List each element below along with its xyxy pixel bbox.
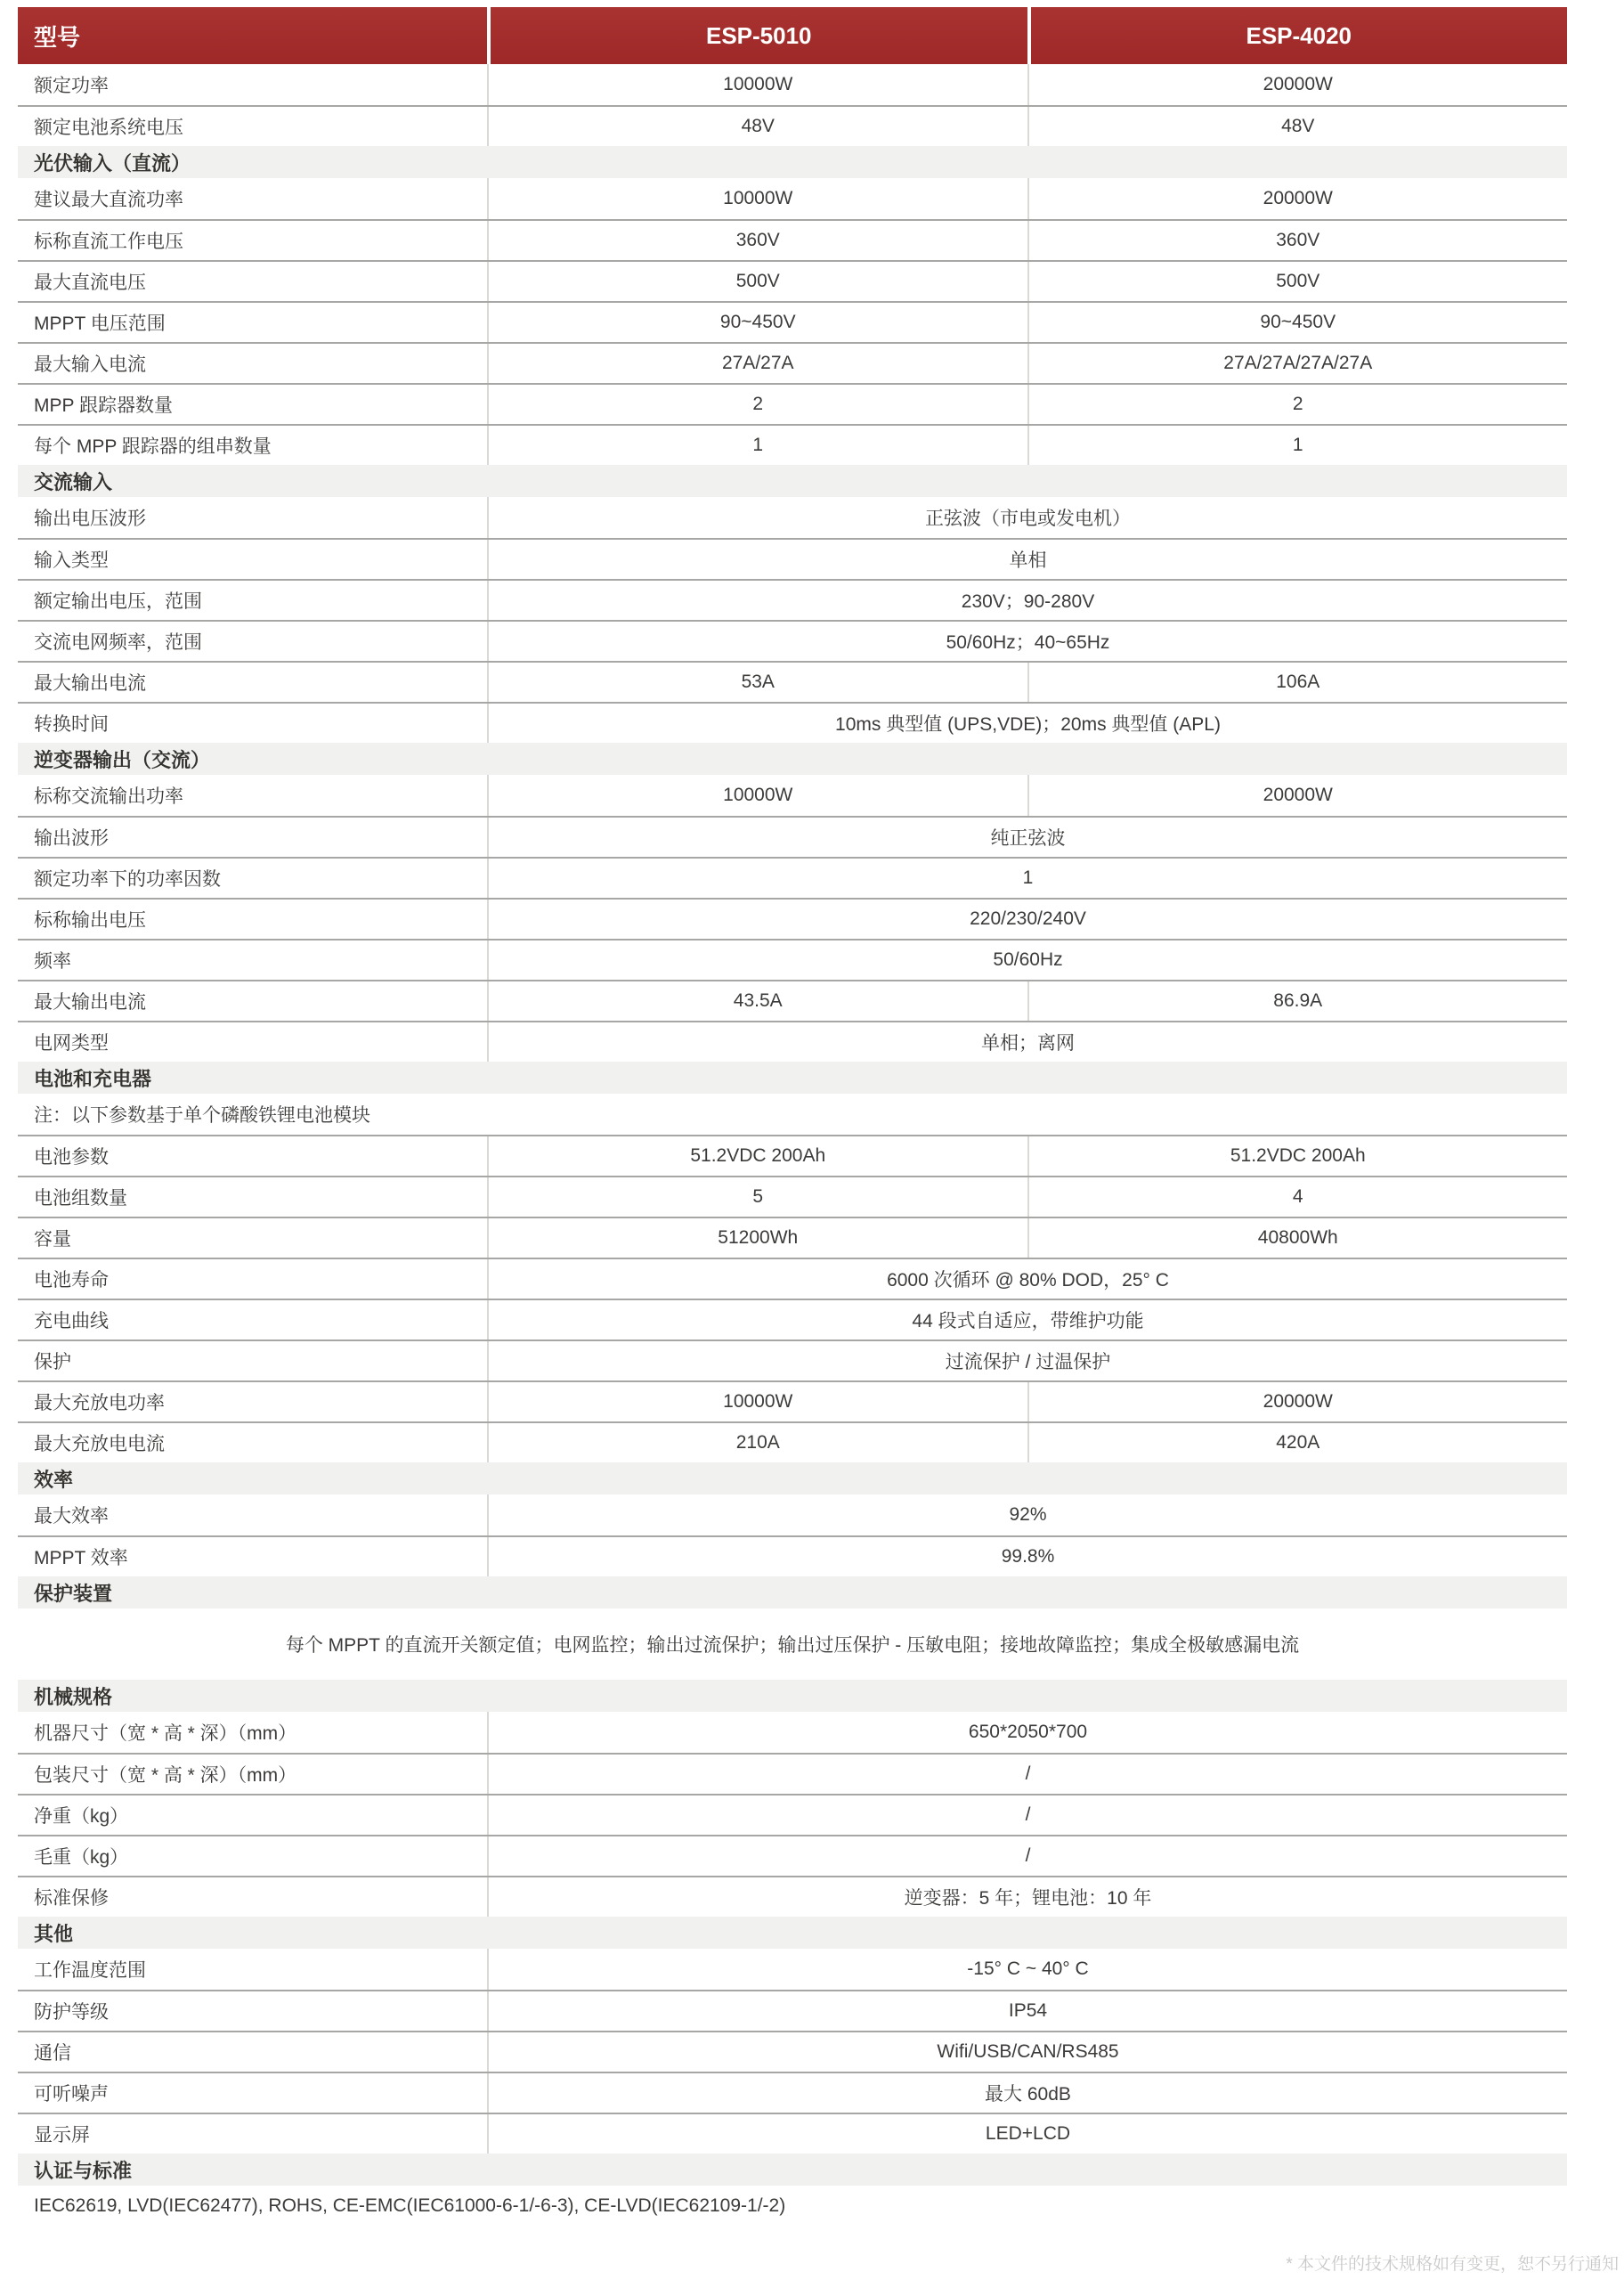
row-label: 额定功率下的功率因数 (18, 859, 489, 898)
table-row (18, 620, 1567, 661)
value-product2: 27A/27A/27A/27A (1223, 353, 1373, 373)
value-span: LED+LCD (985, 2123, 1071, 2144)
value-span: 230V；90-280V (961, 591, 1095, 612)
row-label: 频率 (18, 940, 489, 980)
table-body (18, 64, 1567, 2227)
row-label: 输出波形 (18, 818, 489, 857)
section-rows (18, 497, 1567, 743)
table-row (18, 1753, 1567, 1794)
row-label: 额定功率 (18, 64, 489, 105)
section-title: 认证与标准 (34, 2159, 133, 2182)
row-label: 额定电池系统电压 (18, 107, 489, 146)
value-span: / (1025, 1763, 1031, 1784)
section-rows (18, 178, 1567, 465)
row-label: 最大充放电电流 (18, 1423, 489, 1462)
value-span: 正弦波（市电或发电机） (925, 509, 1131, 529)
row-label: 标称交流输出功率 (18, 775, 489, 816)
value-product1: 210A (489, 1423, 1029, 1462)
value-product2: 20000W (1263, 1391, 1333, 1412)
section-title: 交流输入 (34, 470, 113, 493)
spec-section (18, 1462, 1567, 1576)
row-label: 标准保修 (18, 1877, 489, 1917)
spec-section (18, 743, 1567, 1062)
section-header-bar (18, 465, 1567, 497)
section-title: 效率 (34, 1468, 74, 1491)
header-cell-model (18, 7, 487, 64)
row-label: MPPT 效率 (18, 1537, 489, 1576)
table-row (18, 1258, 1567, 1299)
value-product1: 48V (489, 107, 1029, 146)
table-row (18, 424, 1567, 465)
table-row (18, 1094, 1567, 1135)
value-product2: 20000W (1263, 74, 1333, 94)
spec-table (18, 7, 1567, 2227)
row-label: 最大输出电流 (18, 981, 489, 1021)
value-span: 50/60Hz；40~65Hz (946, 632, 1110, 653)
value-product2: 40800Wh (1257, 1227, 1338, 1248)
value-product1: 51200Wh (489, 1218, 1029, 1258)
table-row (18, 64, 1567, 105)
row-label: 电池寿命 (18, 1259, 489, 1299)
value-product1: 10000W (489, 64, 1029, 105)
value-span: 逆变器：5 年；锂电池：10 年 (904, 1888, 1152, 1909)
spec-section (18, 2154, 1567, 2227)
value-span: 220/230/240V (970, 908, 1086, 929)
value-span: 单相；离网 (981, 1033, 1075, 1054)
section-header-bar (18, 743, 1567, 775)
section-rows (18, 1608, 1567, 1680)
row-label: 电池参数 (18, 1136, 489, 1176)
table-row (18, 661, 1567, 702)
disclaimer-note: * 本文件的技术规格如有变更，恕不另行通知 (1286, 2255, 1619, 2274)
value-product1: 43.5A (489, 981, 1029, 1021)
value-span: 单相 (1009, 550, 1047, 571)
table-row (18, 219, 1567, 260)
section-header-bar (18, 1462, 1567, 1494)
spec-section (18, 146, 1567, 465)
spec-section (18, 1680, 1567, 1917)
value-product2: 420A (1276, 1432, 1320, 1453)
value-span: 6000 次循环 @ 80% DOD，25° C (887, 1270, 1169, 1291)
table-row (18, 2072, 1567, 2113)
row-label: 机器尺寸（宽 * 高 * 深）（mm） (18, 1712, 489, 1753)
table-row (18, 383, 1567, 424)
value-span: 最大 60dB (985, 2084, 1071, 2105)
value-span: / (1025, 1804, 1031, 1825)
value-span: 过流保护 / 过温保护 (945, 1352, 1111, 1372)
section-title: 保护装置 (34, 1582, 113, 1605)
table-row (18, 1421, 1567, 1462)
table-row (18, 1876, 1567, 1917)
value-product2: 51.2VDC 200Ah (1230, 1145, 1366, 1166)
table-row (18, 1176, 1567, 1217)
section-title: 机械规格 (34, 1685, 113, 1708)
row-label: 充电曲线 (18, 1300, 489, 1340)
section-rows (18, 1949, 1567, 2154)
row-label: 输入类型 (18, 540, 489, 579)
row-label: 工作温度范围 (18, 1949, 489, 1990)
section-rows (18, 64, 1567, 146)
value-product1: 51.2VDC 200Ah (489, 1136, 1029, 1176)
row-label: MPPT 电压范围 (18, 303, 489, 342)
row-label: 包装尺寸（宽 * 高 * 深）（mm） (18, 1755, 489, 1794)
value-span: 650*2050*700 (968, 1722, 1088, 1742)
section-header-bar (18, 1917, 1567, 1949)
table-header-row (18, 7, 1567, 64)
table-row (18, 1380, 1567, 1421)
value-product1: 10000W (489, 1382, 1029, 1421)
spec-section (18, 1917, 1567, 2154)
value-product2: 4 (1292, 1186, 1303, 1207)
table-row (18, 1835, 1567, 1876)
table-row (18, 2113, 1567, 2154)
section-title: 电池和充电器 (34, 1067, 152, 1090)
row-label: 最大充放电功率 (18, 1382, 489, 1421)
table-row (18, 538, 1567, 579)
section-rows (18, 1494, 1567, 1576)
table-row (18, 1794, 1567, 1835)
table-row (18, 1217, 1567, 1258)
value-product2: 2 (1292, 394, 1303, 414)
table-row (18, 1299, 1567, 1340)
value-span: 10ms 典型值 (UPS,VDE)；20ms 典型值 (APL) (835, 714, 1221, 735)
row-label: 最大输出电流 (18, 663, 489, 702)
value-product1: 500V (489, 262, 1029, 301)
row-label: 最大输入电流 (18, 344, 489, 383)
table-row (18, 2031, 1567, 2072)
row-label: 净重（kg） (18, 1796, 489, 1835)
row-label: 最大效率 (18, 1494, 489, 1535)
section-header-bar (18, 1576, 1567, 1608)
section-rows (18, 2186, 1567, 2227)
spec-section (18, 465, 1567, 743)
table-row (18, 939, 1567, 980)
table-row (18, 1535, 1567, 1576)
table-row (18, 702, 1567, 743)
table-row (18, 1021, 1567, 1062)
table-row (18, 898, 1567, 939)
row-label: 电网类型 (18, 1022, 489, 1062)
value-product2: 20000W (1263, 188, 1333, 208)
value-product1: 53A (489, 663, 1029, 702)
value-product1: 10000W (489, 775, 1029, 816)
value-span: 44 段式自适应，带维护功能 (912, 1311, 1144, 1331)
section-header-bar (18, 146, 1567, 178)
section-header-bar (18, 1062, 1567, 1094)
value-span: 92% (1009, 1504, 1047, 1525)
table-row (18, 497, 1567, 538)
value-product1: 360V (489, 221, 1029, 260)
value-span: 50/60Hz (993, 949, 1063, 970)
value-product1: 10000W (489, 178, 1029, 219)
table-row (18, 260, 1567, 301)
spec-section (18, 1576, 1567, 1680)
row-label: 每个 MPP 跟踪器的组串数量 (18, 426, 489, 465)
value-product2: 86.9A (1273, 990, 1323, 1011)
value-product2: 360V (1276, 230, 1320, 250)
row-label: 容量 (18, 1218, 489, 1258)
value-product2: 500V (1276, 271, 1320, 291)
value-product1: 1 (489, 426, 1029, 465)
value-span: Wifi/USB/CAN/RS485 (937, 2041, 1119, 2062)
value-product2: 48V (1281, 116, 1315, 136)
row-label: 额定输出电压，范围 (18, 581, 489, 620)
table-row (18, 178, 1567, 219)
table-row (18, 579, 1567, 620)
table-row (18, 1494, 1567, 1535)
row-label: 转换时间 (18, 704, 489, 743)
row-label: 保护 (18, 1341, 489, 1380)
table-row (18, 857, 1567, 898)
full-width-text: 每个 MPPT 的直流开关额定值；电网监控；输出过流保护；输出过压保护 - 压敏电阻；接地故障监控；集成全极敏感漏电流 (285, 1635, 1300, 1656)
value-span: 99.8% (1001, 1546, 1055, 1567)
section-title: 其他 (34, 1922, 74, 1945)
table-row (18, 2186, 1567, 2227)
section-rows (18, 775, 1567, 1062)
value-product1: 2 (489, 385, 1029, 424)
value-product1: 27A/27A (489, 344, 1029, 383)
header-cell-product2 (1031, 7, 1568, 64)
value-span: / (1025, 1845, 1031, 1866)
table-row (18, 301, 1567, 342)
table-row (18, 1712, 1567, 1753)
value-span: 1 (1022, 867, 1034, 888)
full-width-text: 注：以下参数基于单个磷酸铁锂电池模块 (34, 1105, 370, 1126)
section-header-bar (18, 1680, 1567, 1712)
row-label: 建议最大直流功率 (18, 178, 489, 219)
product2-name: ESP-4020 (1246, 21, 1352, 49)
value-span: IP54 (1008, 2000, 1048, 2021)
product1-name: ESP-5010 (705, 21, 812, 49)
spec-section (18, 64, 1567, 146)
value-product1: 90~450V (489, 303, 1029, 342)
table-row (18, 1608, 1567, 1680)
row-label: 通信 (18, 2032, 489, 2072)
table-row (18, 105, 1567, 146)
row-label: 电池组数量 (18, 1177, 489, 1217)
model-column-label: 型号 (34, 23, 81, 51)
section-title: 光伏输入（直流） (34, 151, 191, 175)
table-row (18, 1949, 1567, 1990)
table-row (18, 775, 1567, 816)
row-label: MPP 跟踪器数量 (18, 385, 489, 424)
table-row (18, 1990, 1567, 2031)
value-product2: 106A (1276, 672, 1320, 692)
table-row (18, 1340, 1567, 1380)
row-label: 防护等级 (18, 1991, 489, 2031)
value-product2: 1 (1292, 435, 1303, 455)
value-span: 纯正弦波 (990, 828, 1066, 849)
row-label: 输出电压波形 (18, 497, 489, 538)
row-label: 交流电网频率，范围 (18, 622, 489, 661)
row-label: 标称直流工作电压 (18, 221, 489, 260)
row-label: 最大直流电压 (18, 262, 489, 301)
row-label: 标称输出电压 (18, 900, 489, 939)
section-rows (18, 1094, 1567, 1462)
value-product2: 90~450V (1260, 312, 1336, 332)
value-span: -15° C ~ 40° C (967, 1958, 1089, 1979)
full-width-text: IEC62619, LVD(IEC62477), ROHS, CE-EMC(IEC61000-6-1/-6-3), CE-LVD(IEC62109-1/-2) (34, 2195, 786, 2216)
table-row (18, 342, 1567, 383)
section-rows (18, 1712, 1567, 1917)
header-cell-product1 (491, 7, 1027, 64)
table-row (18, 1135, 1567, 1176)
row-label: 毛重（kg） (18, 1836, 489, 1876)
table-row (18, 816, 1567, 857)
row-label: 显示屏 (18, 2114, 489, 2154)
section-title: 逆变器输出（交流） (34, 748, 211, 771)
section-header-bar (18, 2154, 1567, 2186)
value-product1: 5 (489, 1177, 1029, 1217)
row-label: 可听噪声 (18, 2073, 489, 2113)
value-product2: 20000W (1263, 785, 1333, 805)
spec-section (18, 1062, 1567, 1462)
table-row (18, 980, 1567, 1021)
